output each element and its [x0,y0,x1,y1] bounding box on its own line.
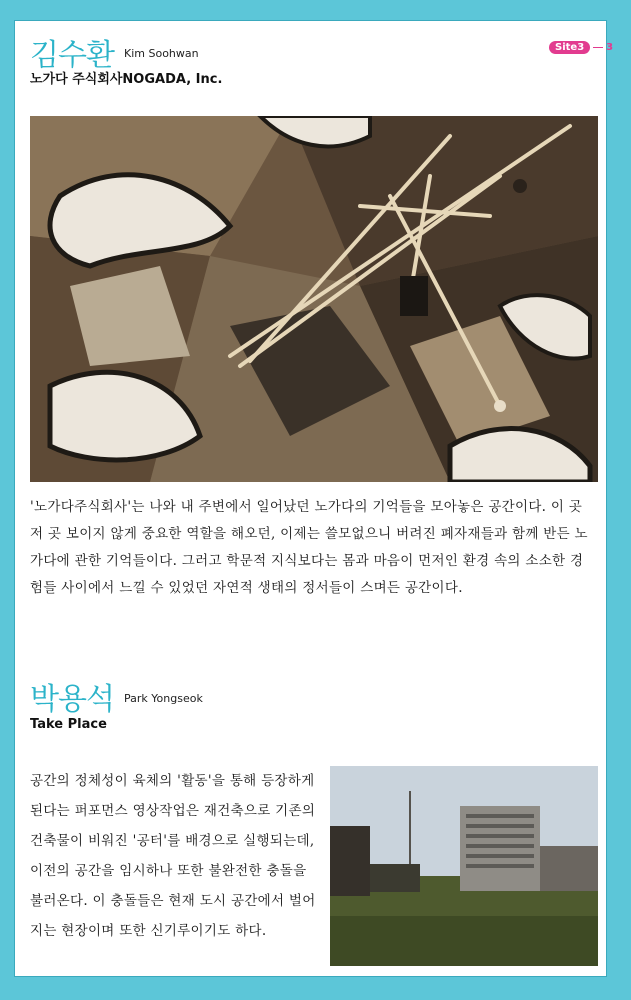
artwork-photo-take-place [330,766,598,966]
site-badge [549,38,613,57]
site-landscape-illustration [330,766,598,966]
artist-name-korean: 김수환 [30,38,114,73]
artwork-illustration [30,116,598,482]
page-card [14,20,614,977]
artist-name-english-2: Park Yongseok [124,692,203,705]
site-number: 3 [606,42,614,53]
site-label: Site3 [549,41,590,54]
artwork-description: '노가다주식회사'는 나와 내 주변에서 일어났던 노가다의 기억들을 모아놓은 공간이다. 이 곳 저 곳 보이지 않게 중요한 역할을 해오던, 이제는 쓸모없으니 버려진 폐자재들과 함께 반든 노가다에 관한 기억들이다. 그러고 학문적 지식보다는 몸과 마음이 먼저인 환경 속의 소소한 경험들 사이에서 느낄 수 있었던 자연적 생태의 정서들이 스며든 공간이다. [30,499,588,596]
badge-divider [593,47,603,48]
artist-name-english: Kim Soohwan [124,47,199,60]
artwork-photo-nogada [30,116,598,482]
artwork-description-2: 공간의 정체성이 육체의 '활동'을 통해 등장하게 된다는 퍼포먼스 영상작업은 재건축으로 기존의 건축물이 비워진 '공터'를 배경으로 실행되는데, 이전의 공간을 임시하나 또한 불완전한 충돌을 불러온다. 이 충돌들은 현재 도시 공간에서 벌어지는 현장이며 또한 신기루이기도 하다. [30,773,316,939]
project-title: 노가다 주식회사NOGADA, Inc. [30,72,223,87]
artist-name-korean-2: 박용석 [30,682,114,717]
project-title-2: Take Place [30,717,107,732]
